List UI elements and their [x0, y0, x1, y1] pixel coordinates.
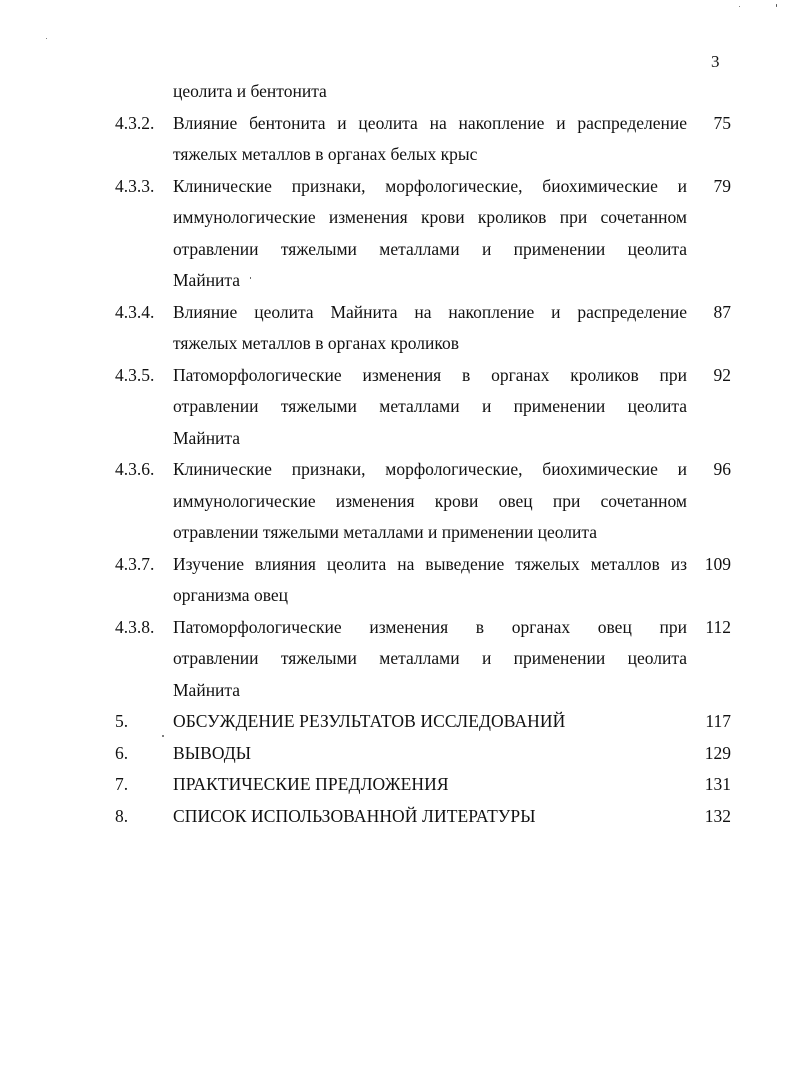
toc-entry-page: 87 [713, 301, 731, 322]
toc-entry-number: 4.3.6. [115, 459, 155, 479]
toc-chapter-number: 5. [115, 711, 129, 731]
toc-entry-number: 4.3.7. [115, 553, 155, 574]
toc-entry-title [173, 360, 687, 455]
toc-entry-4-3-7 [115, 549, 735, 612]
toc-chapter-page: 131 [704, 774, 731, 794]
toc-title-line: отравлении тяжелыми металлами и применении цеолита [173, 648, 687, 668]
toc-entry-number: 4.3.2. [115, 112, 155, 133]
table-of-contents [115, 76, 735, 832]
toc-chapter-number: 7. [115, 774, 129, 794]
toc-entry-page: 109 [704, 553, 731, 574]
scan-speck [776, 4, 777, 7]
toc-chapter-7 [115, 769, 735, 801]
toc-entry-title [173, 454, 687, 549]
toc-entry-4-3-2 [115, 108, 735, 171]
scan-speck [46, 38, 47, 39]
toc-title-line: иммунологические изменения крови овец при сочетанном [173, 490, 687, 511]
toc-chapter-number: 8. [115, 805, 129, 826]
toc-chapter-title: ПРАКТИЧЕСКИЕ ПРЕДЛОЖЕНИЯ [173, 774, 449, 794]
toc-entry-4-3-5 [115, 360, 735, 455]
toc-title-line: иммунологические изменения крови кроликов при сочетанном [173, 207, 687, 227]
toc-title-line: Клинические признаки, морфологические, биохимические и [173, 459, 687, 479]
scan-speck [162, 735, 164, 737]
toc-title-line: отравлении тяжелыми металлами и применении цеолита [173, 238, 687, 259]
toc-entry-title [173, 612, 687, 707]
toc-chapter-number: 6. [115, 742, 129, 763]
toc-title-line: тяжелых металлов в органах белых крыс [173, 144, 478, 164]
toc-title-line: цеолита и бентонита [173, 81, 327, 101]
toc-entry-number: 4.3.4. [115, 301, 155, 322]
toc-entry-4-3-3 [115, 171, 735, 297]
toc-title-line: Изучение влияния цеолита на выведение тяжелых металлов из [173, 553, 687, 574]
toc-entry-4-3-4 [115, 297, 735, 360]
toc-chapter-page: 129 [704, 742, 731, 763]
toc-entry-title [173, 108, 687, 171]
toc-title-line: Клинические признаки, морфологические, биохимические и [173, 175, 687, 196]
toc-title-line: Влияние бентонита и цеолита на накопление и распределение [173, 112, 687, 133]
toc-chapter-page: 132 [704, 805, 731, 826]
toc-title-line: Майнита [173, 679, 241, 700]
scan-speck [739, 6, 740, 7]
toc-title-line: Майнита [173, 270, 241, 290]
toc-chapter-5 [115, 706, 735, 738]
toc-entry-page: 79 [713, 175, 731, 196]
toc-entry-title [173, 297, 687, 360]
toc-title-line: организма овец [173, 585, 288, 605]
toc-entry-page: 75 [713, 112, 731, 133]
toc-entry-4-3-6 [115, 454, 735, 549]
toc-continuation [115, 76, 735, 108]
toc-entry-title [173, 549, 687, 612]
toc-chapter-title: ВЫВОДЫ [173, 742, 252, 763]
toc-chapter-6 [115, 738, 735, 770]
scan-speck [250, 277, 251, 279]
toc-entry-number: 4.3.8. [115, 616, 155, 637]
toc-chapter-page: 117 [705, 711, 731, 731]
toc-entry-page: 92 [713, 364, 731, 385]
page-number: 3 [711, 52, 720, 71]
toc-title-line: отравлении тяжелыми металлами и применении цеолита [173, 396, 687, 416]
toc-title-line: Патоморфологические изменения в органах овец при [173, 616, 687, 637]
toc-entry-number: 4.3.3. [115, 175, 155, 196]
toc-entry-page: 96 [713, 459, 731, 479]
toc-title-line: отравлении тяжелыми металлами и применении цеолита [173, 522, 598, 542]
toc-chapter-8 [115, 801, 735, 833]
toc-title-line: Влияние цеолита Майнита на накопление и распределение [173, 301, 687, 322]
toc-chapter-title: СПИСОК ИСПОЛЬЗОВАННОЙ ЛИТЕРАТУРЫ [173, 805, 536, 826]
toc-chapter-title: ОБСУЖДЕНИЕ РЕЗУЛЬТАТОВ ИССЛЕДОВАНИЙ [173, 711, 566, 731]
toc-title-line: Патоморфологические изменения в органах кроликов при [173, 364, 687, 385]
toc-entry-title [173, 76, 687, 108]
toc-title-line: Майнита [173, 427, 241, 448]
toc-entry-number: 4.3.5. [115, 364, 155, 385]
toc-entry-page: 112 [705, 616, 731, 637]
toc-entry-4-3-8 [115, 612, 735, 707]
toc-title-line: тяжелых металлов в органах кроликов [173, 333, 460, 353]
